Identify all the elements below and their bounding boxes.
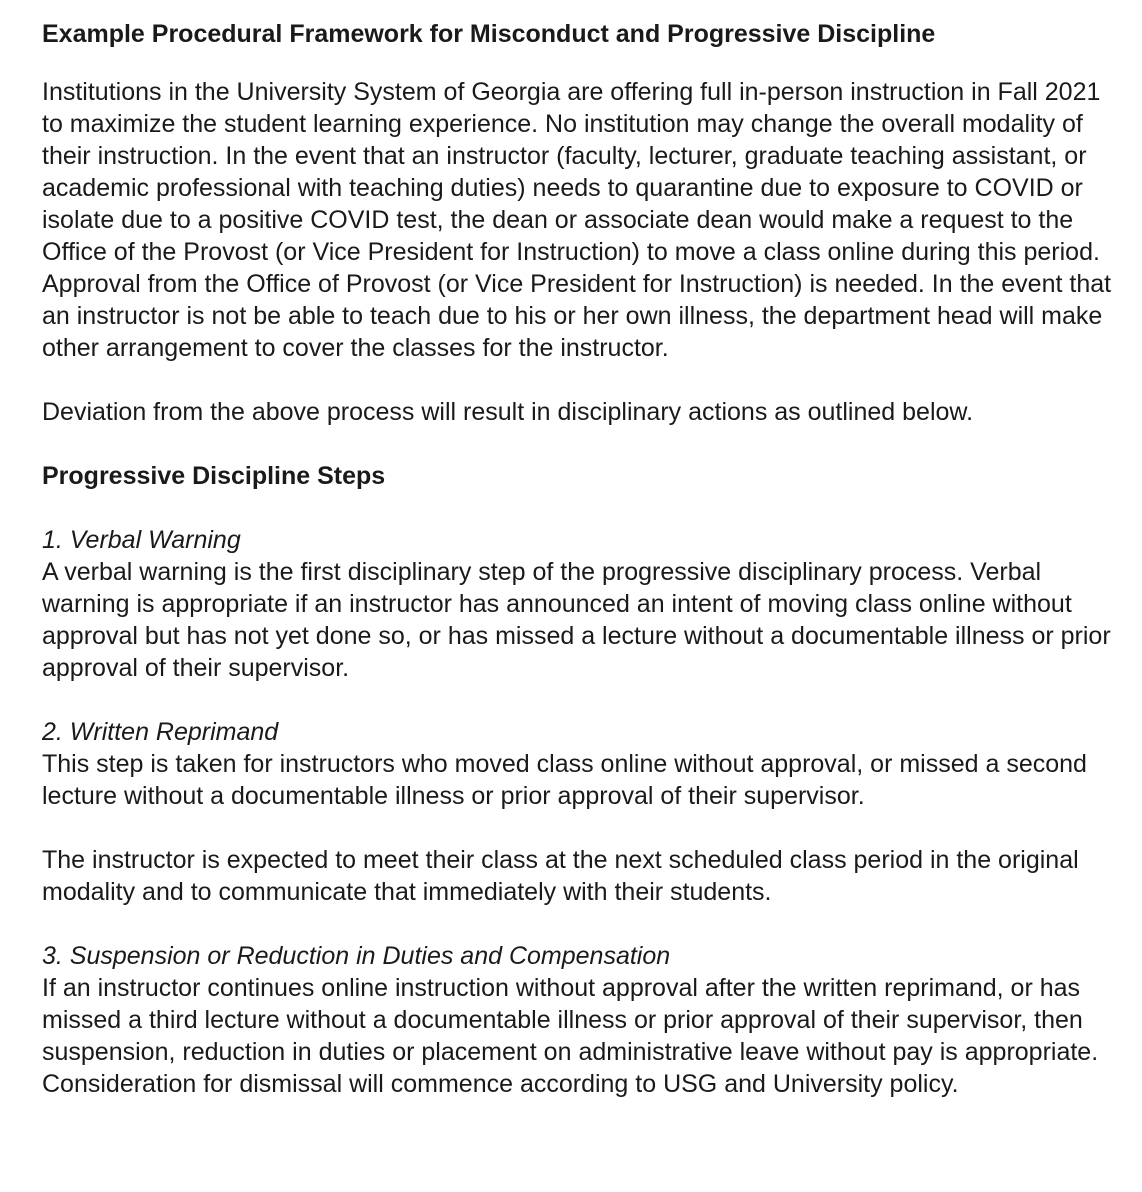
step-verbal-warning [42,524,1122,684]
step-body: A verbal warning is the first disciplinary step of the progressive disciplinary process. Verbal warning is appropriate if an instructor has announced an intent of moving class online without approval but has not yet done so, or has missed a lecture without a documentable illness or prior approval of their supervisor. [42,558,1111,682]
step-suspension [42,940,1122,1100]
step-body: If an instructor continues online instruction without approval after the written reprimand, or has missed a third lecture without a documentable illness or prior approval of their supervisor, then suspension, reduction in duties or placement on administrative leave without pay is appropriate. Consideration for dismissal will commence according to USG and University policy. [42,974,1099,1098]
step-written-reprimand [42,716,1122,812]
document-title: Example Procedural Framework for Misconduct and Progressive Discipline [42,20,936,48]
intro-paragraph: Institutions in the University System of Georgia are offering full in-person instruction in Fall 2021 to maximize the student learning experience. No institution may change the overall modality of their instruction. In the event that an instructor (faculty, lecturer, graduate teaching assistant, or academic professional with teaching duties) needs to quarantine due to exposure to COVID or isolate due to a positive COVID test, the dean or associate dean would make a request to the Office of the Provost (or Vice President for Instruction) to move a class online during this period. Approval from the Office of Provost (or Vice President for Instruction) is needed. In the event that an instructor is not be able to teach due to his or her own illness, the department head will make other arrangement to cover the classes for the instructor. [42,78,1112,362]
step-title: 2. Written Reprimand [42,718,279,746]
steps-heading: Progressive Discipline Steps [42,462,386,490]
step-body: This step is taken for instructors who moved class online without approval, or missed a second lecture without a documentable illness or prior approval of their supervisor. [42,750,1087,810]
deviation-paragraph: Deviation from the above process will result in disciplinary actions as outlined below. [42,398,974,426]
step-title: 1. Verbal Warning [42,526,241,554]
step-title: 3. Suspension or Reduction in Duties and Compensation [42,942,671,970]
written-reprimand-followup: The instructor is expected to meet their class at the next scheduled class period in the original modality and to communicate that immediately with their students. [42,846,1079,906]
